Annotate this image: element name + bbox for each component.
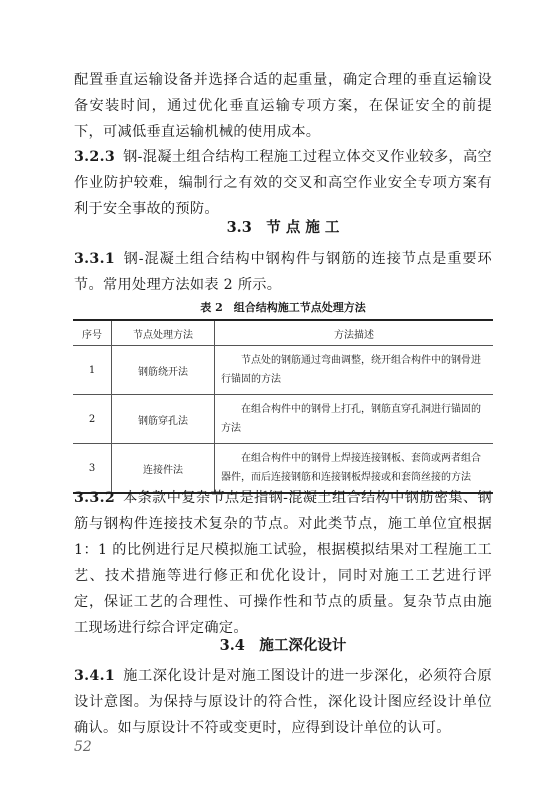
- clause-number: 3.4.1: [74, 668, 115, 684]
- table-caption: 表 2 组合结构施工节点处理方法: [200, 301, 366, 314]
- page-number: 52: [74, 739, 92, 755]
- clause-text: 钢-混凝土组合结构工程施工过程立体交叉作业较多，高空作业防护较难，编制行之有效的交叉和高空作业安全专项方案有利于安全事故的预防。: [74, 149, 492, 217]
- table-header-row: [73, 320, 493, 346]
- header-no: 序号: [73, 320, 112, 346]
- clause-3-4-1: [74, 663, 492, 741]
- table-row: [73, 395, 493, 444]
- row-no: 3: [73, 444, 112, 494]
- row-no: 1: [73, 346, 112, 395]
- row-desc: 在组合构件中的钢骨上焊接连接钢板、套筒或两者组合器件，而后连接钢筋和连接钢板焊接或和套筒丝接的方法: [215, 444, 494, 494]
- clause-number: 3.2.3: [74, 149, 115, 165]
- clause-3-2-3: [74, 144, 492, 222]
- section-heading-3-3: 3.3 节 点 施 工: [226, 219, 340, 236]
- clause-number: 3.3.2: [74, 490, 115, 506]
- paragraph-text: 配置垂直运输设备并选择合适的起重量，确定合理的垂直运输设备安装时间，通过优化垂直运输专项方案，在保证安全的前提下，可减低垂直运输机械的使用成本。: [74, 72, 492, 140]
- table-row: [73, 346, 493, 395]
- header-desc: 方法描述: [215, 320, 494, 346]
- node-processing-table: [73, 319, 493, 494]
- section-heading-3-4: 3.4 施工深化设计: [219, 637, 347, 654]
- header-method: 节点处理方法: [112, 320, 215, 346]
- row-no: 2: [73, 395, 112, 444]
- clause-3-3-2: [74, 485, 492, 641]
- clause-text: 钢-混凝土组合结构中钢构件与钢筋的连接节点是重要环节。常用处理方法如表 2 所示。: [74, 251, 492, 293]
- clause-3-3-1: [74, 246, 492, 298]
- row-method: 连接件法: [112, 444, 215, 494]
- row-desc: 在组合构件中的钢骨上打孔，钢筋直穿孔洞进行锚固的方法: [215, 395, 494, 444]
- row-method: 钢筋绕开法: [112, 346, 215, 395]
- clause-number: 3.3.1: [74, 251, 115, 267]
- paragraph-continuation: [74, 67, 492, 145]
- row-desc: 节点处的钢筋通过弯曲调整，绕开组合构件中的钢骨进行锚固的方法: [215, 346, 494, 395]
- clause-text: 本条款中复杂节点是指钢-混凝土组合结构中钢筋密集、钢筋与钢构件连接技术复杂的节点。对此类节点，施工单位宜根据 1：1 的比例进行足尺模拟施工试验，根据模拟结果对工程施工工艺、技术措施等进行修正和优化设计，同时对施工工艺进行评定，保证工艺的合理性、可操作性和节点的质量。复杂节点由施工现场进行综合评定确定。: [74, 490, 492, 636]
- row-method: 钢筋穿孔法: [112, 395, 215, 444]
- clause-text: 施工深化设计是对施工图设计的进一步深化，必须符合原设计意图。为保持与原设计的符合性，深化设计图应经设计单位确认。如与原设计不符或变更时，应得到设计单位的认可。: [74, 668, 492, 736]
